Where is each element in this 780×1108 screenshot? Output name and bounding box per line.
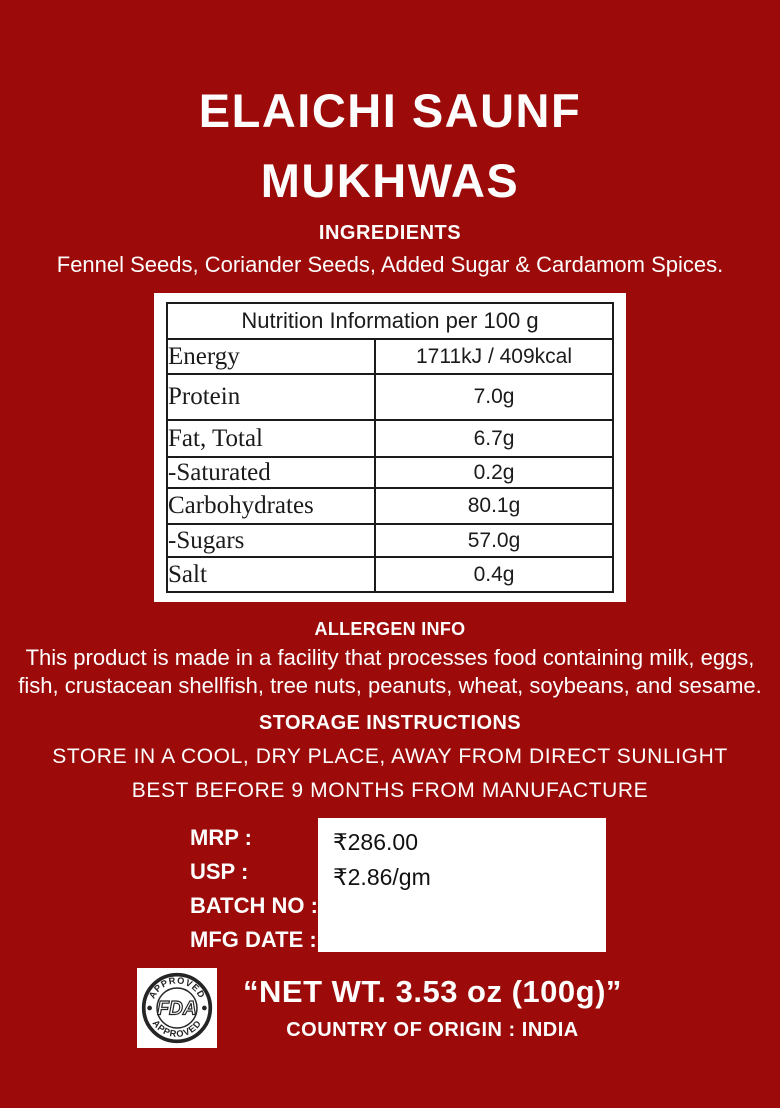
usp-label: USP : bbox=[190, 859, 249, 884]
pricing-block bbox=[190, 821, 606, 957]
pricing-value-box bbox=[318, 818, 606, 952]
fda-stamp-top-text: APPROVED bbox=[146, 975, 208, 1001]
table-row bbox=[167, 339, 613, 374]
nutrient-name: -Saturated bbox=[167, 457, 375, 488]
nutrient-name: Energy bbox=[167, 339, 375, 374]
table-row bbox=[167, 457, 613, 488]
table-row bbox=[167, 420, 613, 457]
storage-line-2: BEST BEFORE 9 MONTHS FROM MANUFACTURE bbox=[131, 779, 649, 802]
mrp-value: ₹286.00 bbox=[333, 829, 418, 855]
nutrient-value: 0.2g bbox=[375, 457, 613, 488]
nutrient-name: Protein bbox=[167, 374, 375, 420]
footer-text bbox=[243, 974, 622, 1042]
storage-heading: STORAGE INSTRUCTIONS bbox=[258, 712, 522, 734]
nutrient-name: Salt bbox=[167, 557, 375, 592]
nutrient-value: 57.0g bbox=[375, 524, 613, 557]
fda-approved-icon bbox=[140, 971, 214, 1045]
table-row bbox=[167, 374, 613, 420]
mrp-label: MRP : bbox=[190, 825, 252, 850]
nutrition-header-row bbox=[167, 303, 613, 339]
storage-line-1: STORE IN A COOL, DRY PLACE, AWAY FROM DIRECT SUNLIGHT bbox=[52, 745, 728, 768]
nutrient-value: 1711kJ / 409kcal bbox=[375, 339, 613, 374]
allergen-text: This product is made in a facility that processes food containing milk, eggs, fish, crustacean shellfish, tree nuts, peanuts, wheat, soybeans, and sesame. bbox=[18, 645, 762, 698]
pricing-labels bbox=[190, 821, 318, 957]
fda-stamp-center-text: FDA bbox=[157, 998, 197, 1020]
nutrient-name: Carbohydrates bbox=[167, 488, 375, 524]
nutrient-value: 7.0g bbox=[375, 374, 613, 420]
usp-value: ₹2.86/gm bbox=[333, 864, 431, 890]
footer-block bbox=[137, 968, 622, 1048]
mfg-date-label: MFG DATE : bbox=[190, 927, 317, 952]
nutrient-name: -Sugars bbox=[167, 524, 375, 557]
ingredients-heading: INGREDIENTS bbox=[318, 222, 462, 244]
batch-no-label: BATCH NO : bbox=[190, 893, 318, 918]
nutrient-name: Fat, Total bbox=[167, 420, 375, 457]
fda-stamp-bottom-text: APPROVED bbox=[150, 1018, 204, 1040]
allergen-heading: ALLERGEN INFO bbox=[314, 619, 466, 639]
ingredients-text: Fennel Seeds, Coriander Seeds, Added Sugar & Cardamom Spices. bbox=[56, 252, 724, 277]
product-title: ELAICHI SAUNF MUKHWAS bbox=[198, 84, 582, 207]
nutrition-table-title: Nutrition Information per 100 g bbox=[167, 303, 613, 339]
country-of-origin-text: COUNTRY OF ORIGIN : INDIA bbox=[286, 1019, 579, 1041]
nutrient-value: 6.7g bbox=[375, 420, 613, 457]
nutrition-table bbox=[166, 302, 614, 593]
nutrient-value: 0.4g bbox=[375, 557, 613, 592]
nutrition-panel bbox=[154, 293, 626, 602]
fda-approved-stamp bbox=[137, 968, 217, 1048]
nutrient-value: 80.1g bbox=[375, 488, 613, 524]
table-row bbox=[167, 524, 613, 557]
table-row bbox=[167, 488, 613, 524]
table-row bbox=[167, 557, 613, 592]
net-weight-text: “NET WT. 3.53 oz (100g)” bbox=[243, 974, 622, 1009]
